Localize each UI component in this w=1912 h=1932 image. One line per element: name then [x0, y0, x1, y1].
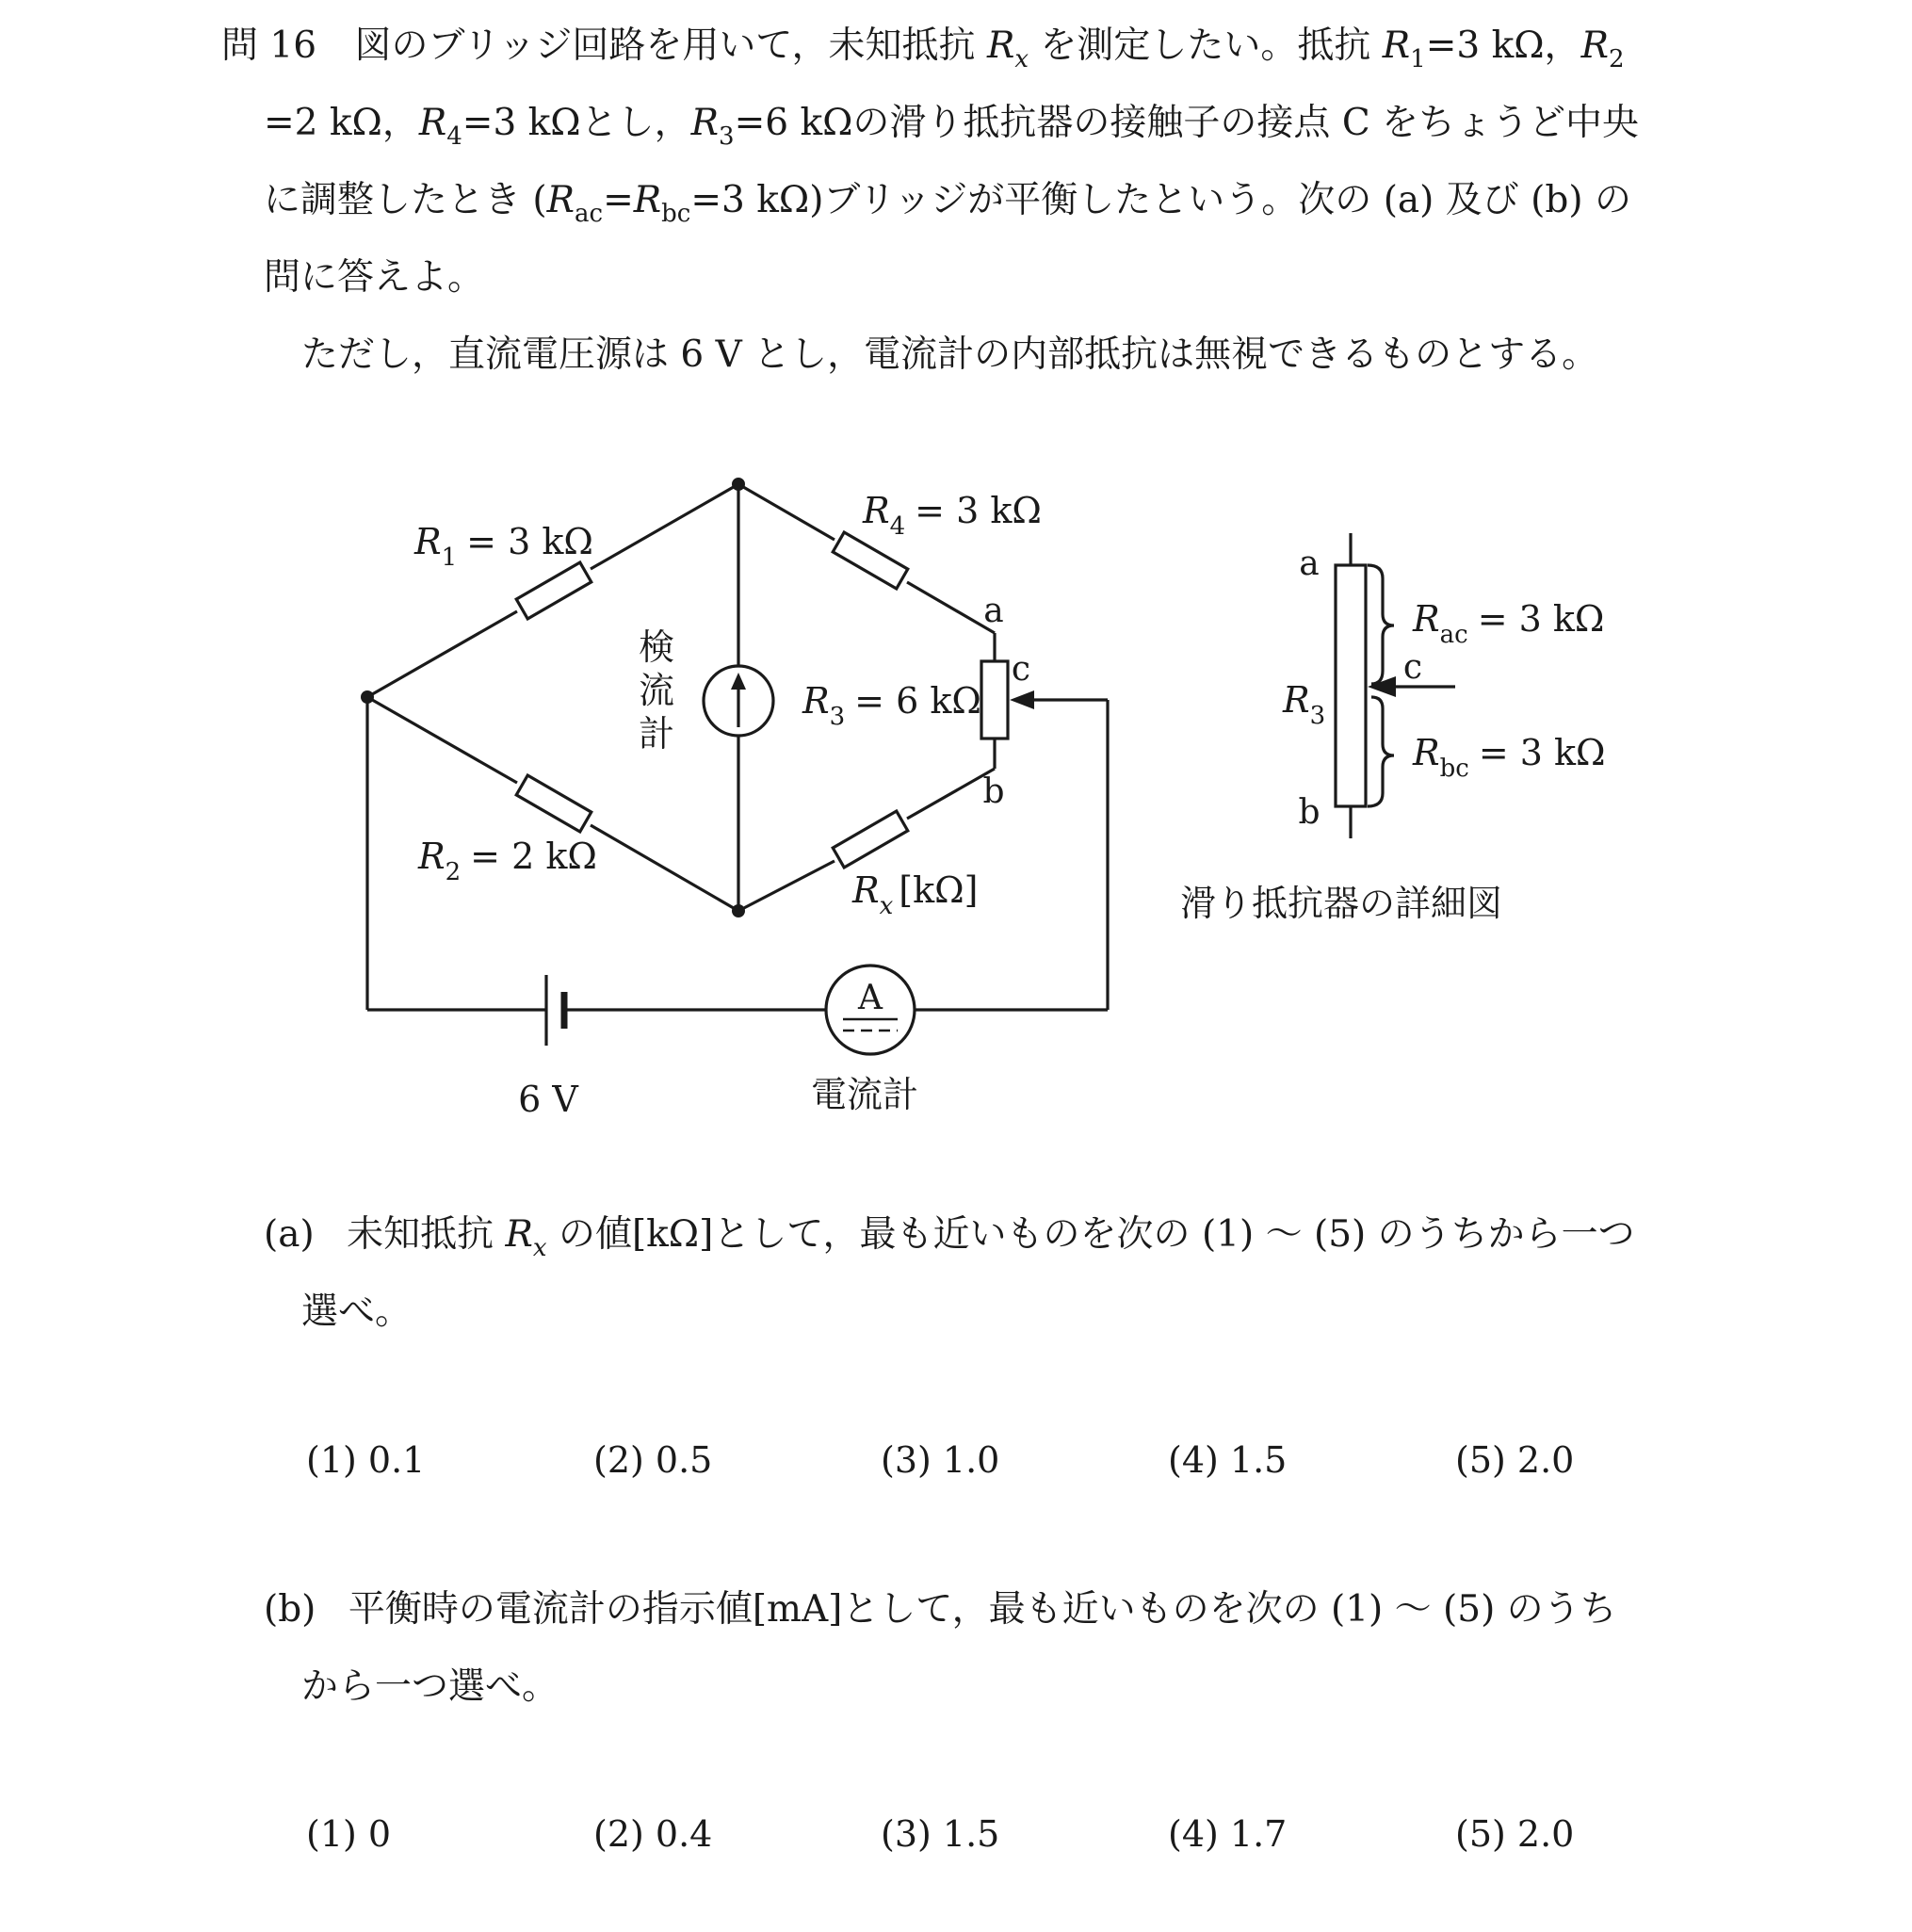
node-top	[732, 478, 745, 491]
resistor-r4	[833, 532, 908, 589]
slider-contact-arrow	[1010, 690, 1034, 709]
question-line-2: =2 kΩ，$R_4=3$ kΩとし，$R_3=6$ kΩの滑り抵抗器の接触子の接点 C をちょうど中央	[264, 102, 1640, 151]
question-note: ただし，直流電圧源は 6 V とし，電流計の内部抵抗は無視できるものとする。	[301, 333, 1599, 376]
part-a-line-2: 選べ。	[301, 1291, 413, 1333]
galvanometer	[704, 666, 773, 736]
resistor-r2	[516, 775, 591, 832]
question-line-4: 問に答えよ。	[264, 256, 485, 299]
part-a-choice-3[interactable]: (3) 1.0	[881, 1439, 1000, 1481]
part-a-line-1: (a) 未知抵抗 $R_x$ の値[kΩ]として，最も近いものを次の (1) ～ (5) のうちから一つ	[264, 1213, 1635, 1262]
battery-6v	[546, 975, 564, 1046]
node-c-label: c	[1011, 650, 1031, 689]
node-a-label: a	[983, 592, 1004, 630]
resistor-r1	[516, 562, 591, 619]
part-b-line-1: (b) 平衡時の電流計の指示値[mA]として，最も近いものを次の (1) ～ (5) のうち	[264, 1588, 1617, 1631]
question-line-3: に調整したとき ($R_{ac}=R_{bc}=3$ kΩ)ブリッジが平衡したという。次の (a) 及び (b) の	[264, 179, 1631, 228]
detail-node-c-label: c	[1402, 648, 1423, 687]
part-b-choice-1[interactable]: (1) 0	[306, 1813, 392, 1855]
r1-label: $R_1 = 3$ kΩ	[414, 521, 593, 572]
detail-node-b-label: b	[1298, 793, 1321, 832]
question-number: 問 16	[221, 24, 317, 67]
galvanometer-label-2: 流	[638, 670, 675, 711]
slider-detail-diagram	[1336, 533, 1455, 838]
r4-label: $R_4 = 3$ kΩ	[863, 490, 1042, 541]
r3-label: $R_3 = 6$ kΩ	[802, 680, 981, 731]
part-b-line-2: から一つ選べ。	[301, 1665, 559, 1708]
ammeter-label: 電流計	[810, 1074, 919, 1115]
detail-rac-label: $R_{ac} = 3$ kΩ	[1413, 598, 1605, 649]
node-bottom	[732, 904, 745, 917]
ammeter-symbol: A	[858, 979, 883, 1017]
detail-rbc-label: $R_{bc} = 3$ kΩ	[1413, 732, 1606, 783]
node-left	[361, 690, 374, 704]
part-a-choice-5[interactable]: (5) 2.0	[1455, 1439, 1575, 1481]
rx-label: $R_x$ [kΩ]	[852, 869, 979, 920]
part-b-choice-2[interactable]: (2) 0.4	[593, 1813, 713, 1855]
part-a-choice-2[interactable]: (2) 0.5	[593, 1439, 713, 1481]
part-b-choice-3[interactable]: (3) 1.5	[881, 1813, 1000, 1855]
resistor-r3	[981, 661, 1008, 739]
detail-r3-label: $R_3$	[1283, 679, 1326, 730]
part-b-label: (b)	[264, 1588, 316, 1631]
galvanometer-label-1: 検	[638, 626, 675, 668]
battery-label: 6 V	[518, 1079, 578, 1120]
part-b-choice-5[interactable]: (5) 2.0	[1455, 1813, 1575, 1855]
part-a-label: (a)	[264, 1213, 315, 1256]
part-b-choice-4[interactable]: (4) 1.7	[1168, 1813, 1288, 1855]
detail-node-a-label: a	[1299, 544, 1320, 583]
resistor-rx	[833, 811, 908, 868]
question-line-1: 問 16 図のブリッジ回路を用いて，未知抵抗 $R_x$ を測定したい。抵抗 $R_1=3$ kΩ，$R_2$	[221, 24, 1625, 73]
part-a-choice-4[interactable]: (4) 1.5	[1168, 1439, 1288, 1481]
part-a-choice-1[interactable]: (1) 0.1	[306, 1439, 426, 1481]
detail-caption: 滑り抵抗器の詳細図	[1180, 883, 1503, 924]
galvanometer-label-3: 計	[638, 713, 675, 755]
circuit-wires	[367, 484, 1108, 1010]
node-b-label: b	[982, 772, 1005, 811]
r2-label: $R_2 = 2$ kΩ	[418, 836, 597, 886]
